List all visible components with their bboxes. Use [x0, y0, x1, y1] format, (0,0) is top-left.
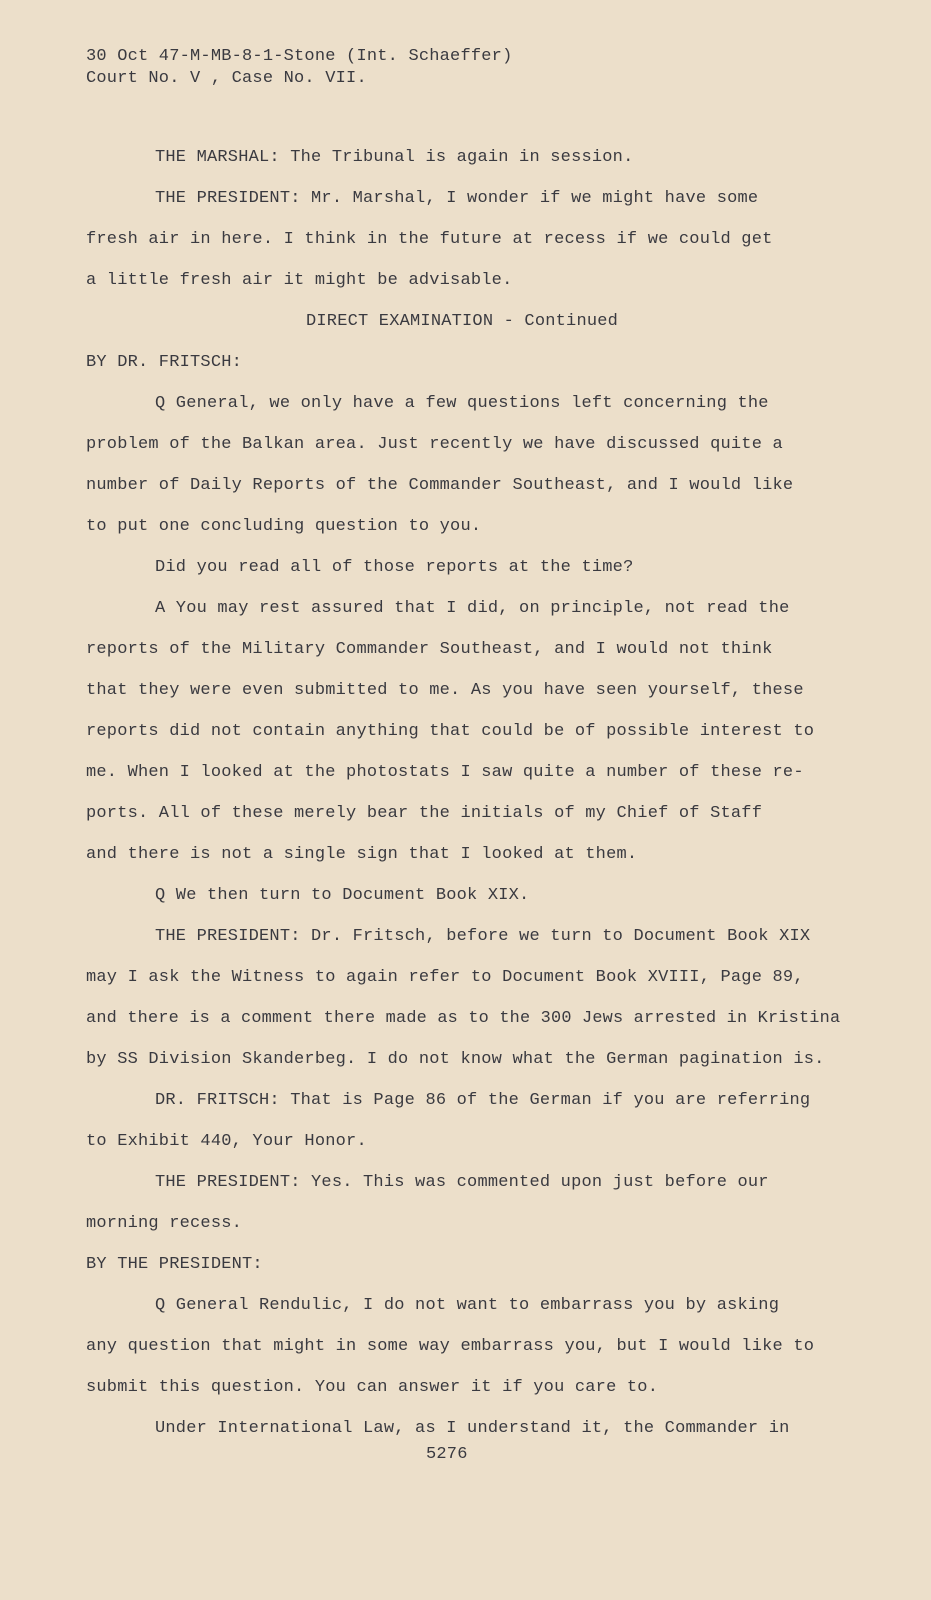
text-line: Q General, we only have a few questions left concerning the [155, 394, 769, 413]
text-line: morning recess. [86, 1214, 243, 1233]
text-line: and there is not a single sign that I looked at them. [86, 845, 638, 864]
speaker-line: BY DR. FRITSCH: [86, 353, 243, 372]
header-line-2: Court No. V , Case No. VII. [86, 69, 367, 88]
text-line: Did you read all of those reports at the time? [155, 558, 634, 577]
text-line: Q General Rendulic, I do not want to embarrass you by asking [155, 1296, 780, 1315]
text-line: problem of the Balkan area. Just recently we have discussed quite a [86, 435, 783, 454]
text-line: a little fresh air it might be advisable. [86, 271, 513, 290]
header-line-1: 30 Oct 47-M-MB-8-1-Stone (Int. Schaeffer) [86, 47, 513, 66]
text-line: THE MARSHAL: The Tribunal is again in session. [155, 148, 634, 167]
text-line: may I ask the Witness to again refer to Document Book XVIII, Page 89, [86, 968, 804, 987]
text-line: by SS Division Skanderbeg. I do not know what the German pagination is. [86, 1050, 825, 1069]
text-line: Under International Law, as I understand it, the Commander in [155, 1419, 790, 1438]
section-heading: DIRECT EXAMINATION - Continued [306, 312, 619, 331]
text-line: submit this question. You can answer it if you care to. [86, 1378, 659, 1397]
text-line: to put one concluding question to you. [86, 517, 482, 536]
text-line: THE PRESIDENT: Mr. Marshal, I wonder if we might have some [155, 189, 759, 208]
text-line: any question that might in some way embarrass you, but I would like to [86, 1337, 815, 1356]
text-line: reports did not contain anything that could be of possible interest to [86, 722, 815, 741]
page-number: 5276 [426, 1445, 468, 1464]
text-line: to Exhibit 440, Your Honor. [86, 1132, 367, 1151]
text-line: that they were even submitted to me. As you have seen yourself, these [86, 681, 804, 700]
text-line: ports. All of these merely bear the initials of my Chief of Staff [86, 804, 763, 823]
text-line: reports of the Military Commander Southeast, and I would not think [86, 640, 773, 659]
text-line: DR. FRITSCH: That is Page 86 of the German if you are referring [155, 1091, 811, 1110]
text-line: THE PRESIDENT: Dr. Fritsch, before we turn to Document Book XIX [155, 927, 811, 946]
text-line: THE PRESIDENT: Yes. This was commented upon just before our [155, 1173, 769, 1192]
text-line: and there is a comment there made as to the 300 Jews arrested in Kristina [86, 1009, 841, 1028]
text-line: Q We then turn to Document Book XIX. [155, 886, 530, 905]
speaker-line: BY THE PRESIDENT: [86, 1255, 263, 1274]
text-line: A You may rest assured that I did, on principle, not read the [155, 599, 790, 618]
text-line: me. When I looked at the photostats I saw quite a number of these re- [86, 763, 804, 782]
text-line: fresh air in here. I think in the future at recess if we could get [86, 230, 773, 249]
text-line: number of Daily Reports of the Commander Southeast, and I would like [86, 476, 794, 495]
